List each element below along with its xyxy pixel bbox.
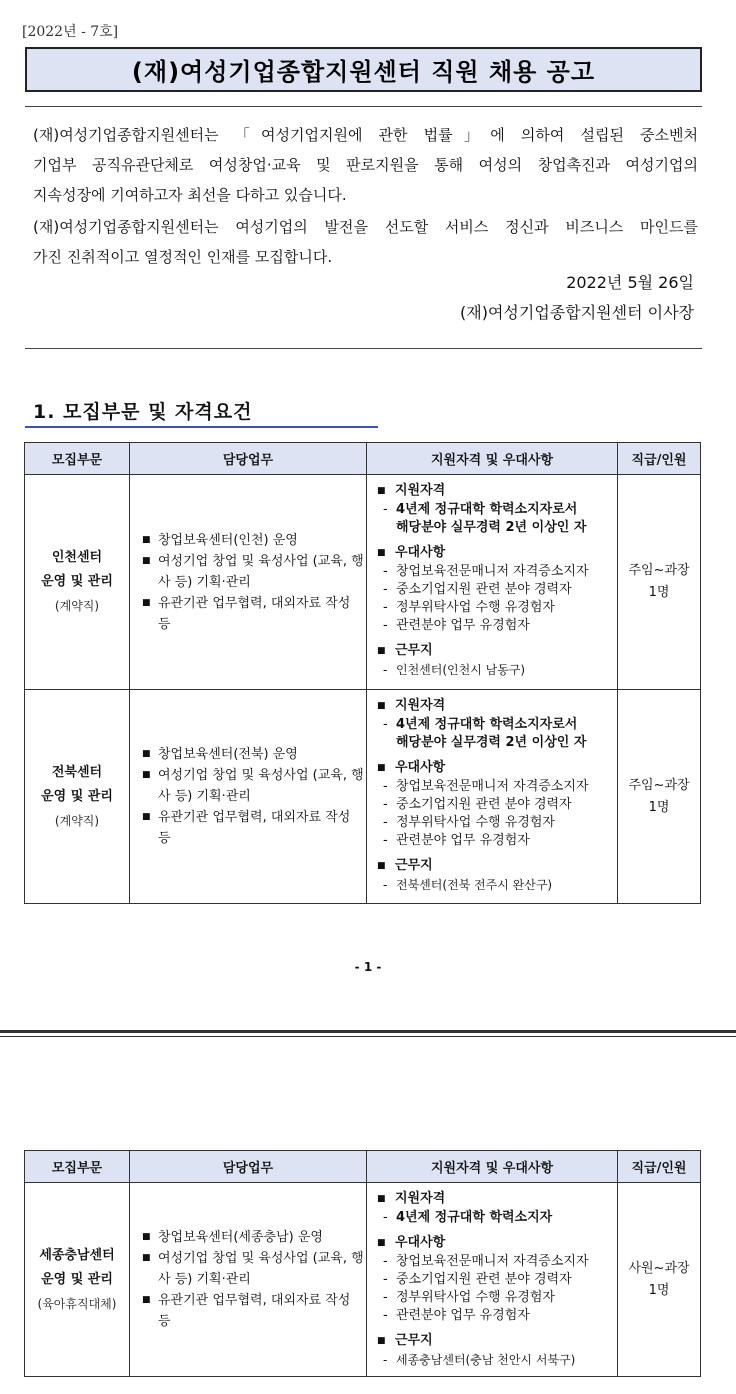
- qualification-line: - 4년제 정규대학 학력소지자로서: [383, 717, 578, 732]
- list-item: ■ 유관기관 업무협력, 대외자료 작성 등: [142, 593, 366, 635]
- section-title: 1. 모집부문 및 자격요건: [33, 401, 253, 423]
- square-bullet-icon: ■: [377, 861, 386, 871]
- list-item: ■ 유관기관 업무협력, 대외자료 작성 등: [142, 1290, 366, 1332]
- headcount: 1명: [648, 585, 670, 600]
- duty-cell: [130, 475, 367, 690]
- preference-line: - 관련분야 업무 유경험자: [383, 1308, 530, 1323]
- square-bullet-icon: ■: [377, 1336, 386, 1346]
- qualification-heading: ■ 지원자격: [377, 696, 611, 716]
- dept-cell: [25, 1183, 130, 1377]
- square-bullet-icon: ■: [377, 763, 386, 773]
- header-rank: 직급/인원: [618, 1151, 701, 1183]
- dept-name: 전북센터: [51, 764, 103, 780]
- square-bullet-icon: ■: [142, 749, 151, 759]
- rank: 사원~과장: [628, 1260, 690, 1276]
- rank: 주임~과장: [628, 563, 690, 578]
- rank-cell: [618, 690, 701, 904]
- preference-line: - 정부위탁사업 수행 유경험자: [383, 815, 555, 830]
- square-bullet-icon: ■: [142, 770, 151, 780]
- top-divider: [25, 106, 702, 107]
- qualification-cell: [367, 690, 618, 904]
- square-bullet-icon: ■: [377, 646, 386, 656]
- intro-paragraph-1: [33, 120, 698, 210]
- dept-cell: [25, 690, 130, 904]
- qualification-line: 해당분야 실무경력 2년 이상인 자: [396, 735, 587, 750]
- square-bullet-icon: ■: [377, 1194, 386, 1204]
- header-qualification: 지원자격 및 우대사항: [367, 1151, 618, 1183]
- list-item: ■ 여성기업 창업 및 육성사업 (교육, 행사 등) 기획·관리: [142, 765, 366, 807]
- dept-subtitle: 운영 및 관리: [41, 1271, 113, 1287]
- intro-line: (재)여성기업종합지원센터는 「여성기업지원에 관한 법률」에 의하여 설립된 중소벤처: [33, 126, 698, 144]
- location-heading: ■ 근무지: [377, 641, 611, 661]
- headcount: 1명: [648, 799, 670, 815]
- intro-paragraph-2: [33, 212, 698, 272]
- square-bullet-icon: ■: [377, 486, 386, 496]
- qualification-heading: ■ 지원자격: [377, 1189, 611, 1209]
- intro-line: 가진 진취적이고 열정적인 인재를 모집합니다.: [33, 248, 333, 266]
- qualification-cell: [367, 475, 618, 690]
- square-bullet-icon: ■: [377, 548, 386, 558]
- header-dept: 모집부문: [25, 443, 130, 475]
- location-heading: ■ 근무지: [377, 1331, 611, 1351]
- square-bullet-icon: ■: [142, 534, 151, 545]
- table-row: [25, 475, 701, 690]
- preference-line: - 중소기업지원 관련 분야 경력자: [383, 1272, 572, 1287]
- dept-cell: [25, 475, 130, 690]
- table-row: [25, 690, 701, 904]
- preference-line: - 중소기업지원 관련 분야 경력자: [383, 582, 572, 597]
- dept-subtitle: 운영 및 관리: [41, 574, 113, 589]
- list-item: ■ 창업보육센터(인천) 운영: [142, 530, 366, 551]
- square-bullet-icon: ■: [142, 812, 151, 822]
- square-bullet-icon: ■: [377, 701, 386, 711]
- title-box: [25, 47, 702, 92]
- headcount: 1명: [648, 1282, 670, 1298]
- qualification-line: - 4년제 정규대학 학력소지자: [383, 1210, 553, 1225]
- square-bullet-icon: ■: [377, 1238, 386, 1248]
- intro-line: (재)여성기업종합지원센터는 여성기업의 발전을 선도할 서비스 정신과 비즈니스 마인드를: [33, 218, 698, 236]
- qualification-heading: ■ 지원자격: [377, 481, 611, 501]
- location-line: - 인천센터(인천시 남동구): [383, 663, 526, 677]
- rank: 주임~과장: [628, 777, 690, 793]
- announcement-date: 2022년 5월 26일: [566, 273, 694, 292]
- preference-heading: ■ 우대사항: [377, 543, 611, 563]
- list-item: ■ 창업보육센터(전북) 운영: [142, 744, 366, 765]
- location-line: - 전북센터(전북 전주시 완산구): [383, 878, 553, 892]
- page-title: (재)여성기업종합지원센터 직원 채용 공고: [131, 58, 596, 86]
- document-number: [2022년 - 7호]: [22, 24, 119, 40]
- location-heading: ■ 근무지: [377, 856, 611, 876]
- recruitment-table-page-2: [24, 1150, 701, 1377]
- list-item: ■ 여성기업 창업 및 육성사업 (교육, 행사 등) 기획·관리: [142, 551, 366, 593]
- square-bullet-icon: ■: [142, 597, 151, 608]
- qualification-line: - 4년제 정규대학 학력소지자로서: [383, 502, 578, 517]
- page-break-line: [0, 1030, 736, 1033]
- rank-cell: [618, 475, 701, 690]
- duty-cell: [130, 1183, 367, 1377]
- dept-subtitle: 운영 및 관리: [41, 788, 113, 804]
- header-duty: 담당업무: [130, 443, 367, 475]
- section-underline: [25, 426, 378, 428]
- location-line: - 세종충남센터(충남 천안시 서북구): [383, 1353, 576, 1367]
- square-bullet-icon: ■: [142, 555, 151, 566]
- preference-line: - 관련분야 업무 유경험자: [383, 833, 530, 848]
- dept-type: (계약직): [54, 813, 100, 828]
- list-item: ■ 창업보육센터(세종충남) 운영: [142, 1227, 366, 1248]
- recruitment-table-page-1: [24, 442, 701, 904]
- signer: (재)여성기업종합지원센터 이사장: [460, 303, 694, 322]
- square-bullet-icon: ■: [142, 1253, 151, 1263]
- rank-cell: [618, 1183, 701, 1377]
- list-item: ■ 유관기관 업무협력, 대외자료 작성 등: [142, 807, 366, 849]
- intro-line: 지속성장에 기여하고자 최선을 다하고 있습니다.: [33, 186, 347, 204]
- preference-line: - 정부위탁사업 수행 유경험자: [383, 1290, 555, 1305]
- intro-line: 기업부 공직유관단체로 여성창업·교육 및 판로지원을 통해 여성의 창업촉진과 여성기업의: [33, 156, 698, 174]
- duty-cell: [130, 690, 367, 904]
- header-dept: 모집부문: [25, 1151, 130, 1183]
- qualification-line: 해당분야 실무경력 2년 이상인 자: [396, 520, 587, 535]
- dept-type: (계약직): [54, 599, 100, 613]
- page-break-line: [0, 1036, 736, 1037]
- page-number: - 1 -: [354, 960, 382, 974]
- dept-type: (육아휴직대체): [37, 1296, 117, 1311]
- preference-line: - 중소기업지원 관련 분야 경력자: [383, 797, 572, 812]
- preference-heading: ■ 우대사항: [377, 1233, 611, 1253]
- dept-name: 인천센터: [51, 550, 103, 565]
- table-header-row: [25, 1151, 701, 1183]
- preference-line: - 관련분야 업무 유경험자: [383, 618, 530, 633]
- header-duty: 담당업무: [130, 1151, 367, 1183]
- header-rank: 직급/인원: [618, 443, 701, 475]
- table-header-row: [25, 443, 701, 475]
- preference-line: - 정부위탁사업 수행 유경험자: [383, 600, 555, 615]
- intro-divider: [25, 348, 702, 349]
- table-row: [25, 1183, 701, 1377]
- preference-line: - 창업보육전문매니저 자격증소지자: [383, 779, 589, 794]
- square-bullet-icon: ■: [142, 1232, 151, 1242]
- list-item: ■ 여성기업 창업 및 육성사업 (교육, 행사 등) 기획·관리: [142, 1248, 366, 1290]
- dept-name: 세종충남센터: [39, 1247, 115, 1263]
- preference-line: - 창업보육전문매니저 자격증소지자: [383, 1254, 589, 1269]
- preference-line: - 창업보육전문매니저 자격증소지자: [383, 564, 589, 579]
- qualification-cell: [367, 1183, 618, 1377]
- square-bullet-icon: ■: [142, 1295, 151, 1305]
- preference-heading: ■ 우대사항: [377, 758, 611, 778]
- header-qualification: 지원자격 및 우대사항: [367, 443, 618, 475]
